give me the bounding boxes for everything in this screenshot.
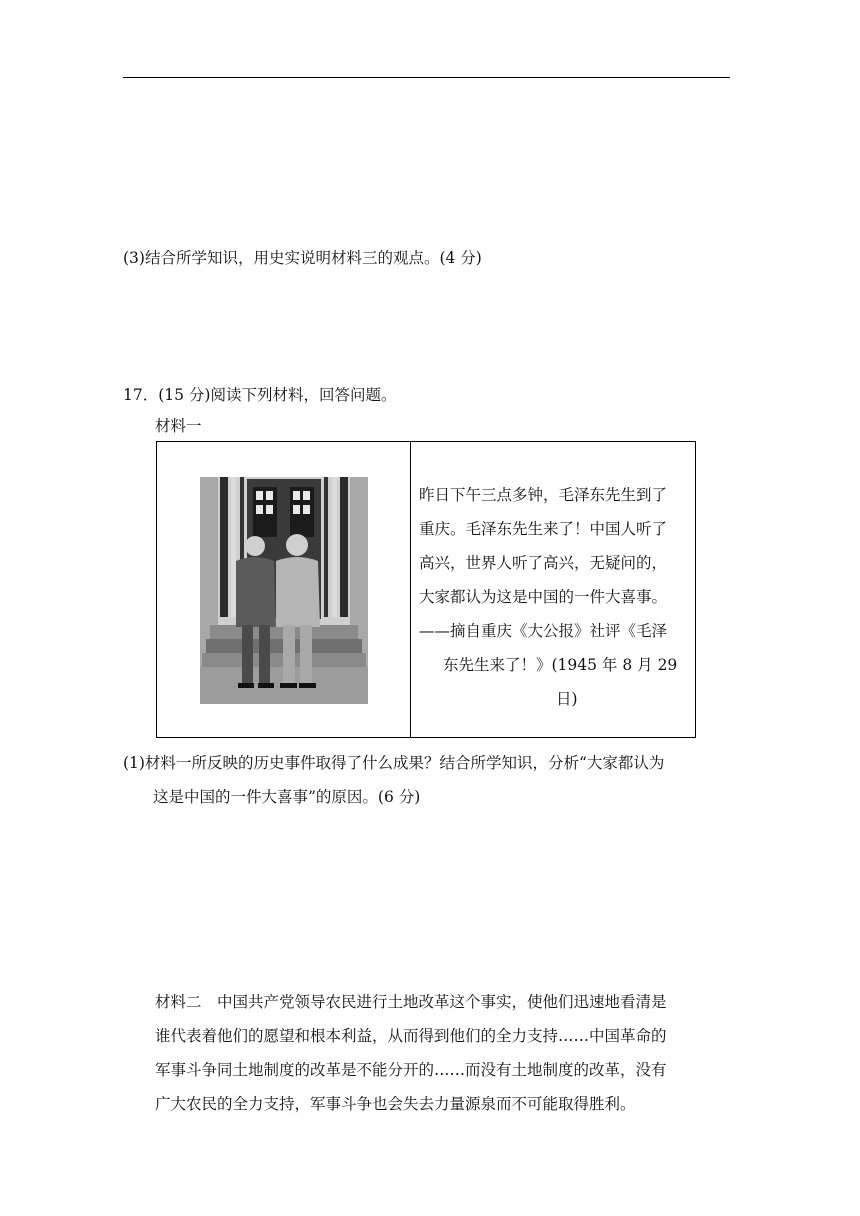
material-2-line: 材料二 中国共产党领导农民进行土地改革这个事实，使他们迅速地看清是 [155, 993, 667, 1011]
quote-source: 日) [556, 690, 578, 708]
material-1-quote [419, 478, 691, 716]
quote-source: 东先生来了！》(1945 年 8 月 29 [443, 656, 678, 674]
part-1-line-1: (1)材料一所反映的历史事件取得了什么成果？结合所学知识，分析“大家都认为 [123, 754, 665, 772]
quote-source: ——摘自重庆《大公报》社评《毛泽 [419, 622, 668, 640]
question-17-part-1 [123, 746, 733, 814]
table-divider [410, 442, 411, 737]
part-1-line-2: 这是中国的一件大喜事”的原因。(6 分) [153, 788, 421, 806]
header-rule [123, 77, 730, 78]
material-1-table [156, 441, 696, 738]
question-3-prompt: (3)结合所学知识，用史实说明材料三的观点。(4 分) [123, 249, 482, 267]
material-2-line: 广大农民的全力支持，军事斗争也会失去力量源泉而不可能取得胜利。 [155, 1095, 636, 1113]
material-2-line: 军事斗争同土地制度的改革是不能分开的……而没有土地制度的改革，没有 [155, 1061, 667, 1079]
quote-line: 高兴，世界人听了高兴，无疑问的， [419, 554, 668, 572]
material-2-paragraph [155, 985, 733, 1121]
material-2-line: 谁代表着他们的愿望和根本利益，从而得到他们的全力支持……中国革命的 [155, 1027, 667, 1045]
historical-photo [200, 477, 368, 704]
quote-line: 昨日下午三点多钟，毛泽东先生到了 [419, 486, 668, 504]
question-17-header: 17．(15 分)阅读下列材料，回答问题。 [123, 386, 397, 404]
material-1-label: 材料一 [155, 417, 202, 435]
quote-line: 大家都认为这是中国的一件大喜事。 [419, 588, 668, 606]
quote-line: 重庆。毛泽东先生来了！中国人听了 [419, 520, 668, 538]
